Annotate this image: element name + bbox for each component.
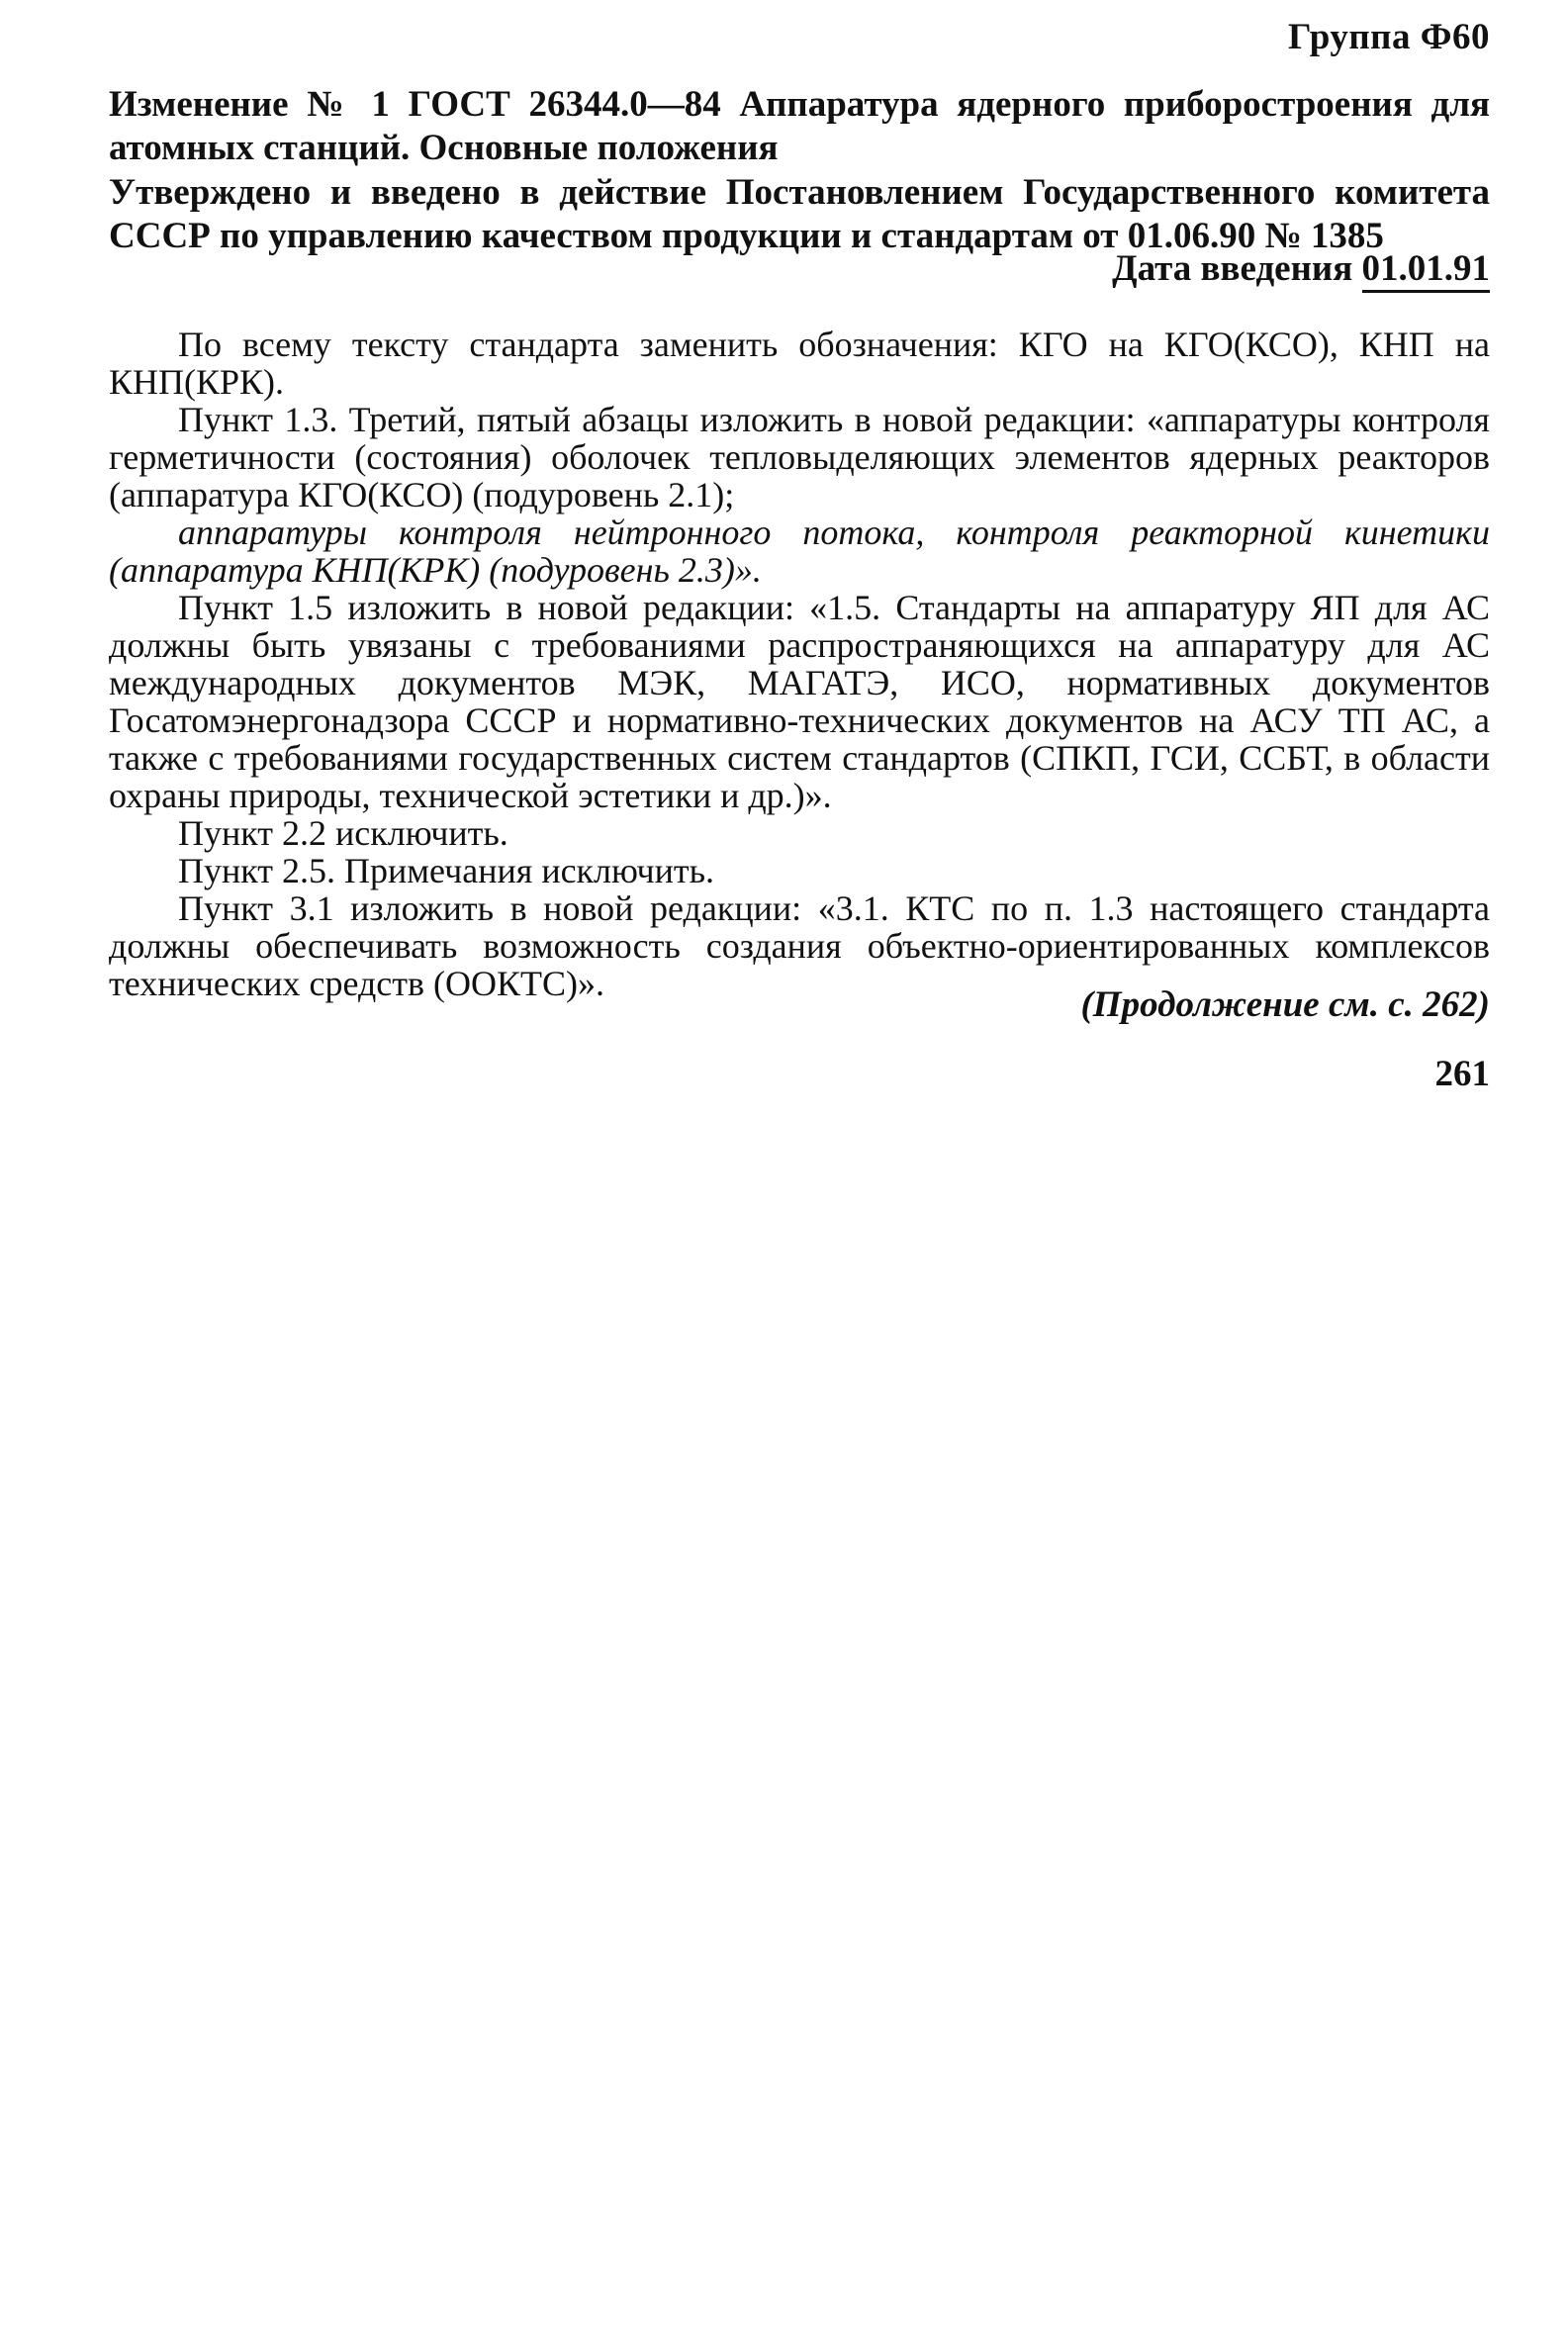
page-number: 261 (1434, 1054, 1490, 1094)
paragraph-clause-2-5: Пункт 2.5. Примечания исключить. (178, 851, 715, 890)
amendment-body (109, 326, 1490, 1002)
introduction-date-value: 01.01.91 (1362, 248, 1491, 293)
paragraph-designations: По всему тексту стандарта заменить обозначения: КГО на КГО(КСО), КНП на КНП(КРК). (109, 325, 1490, 402)
paragraph-clause-2-2: Пункт 2.2 исключить. (178, 813, 508, 853)
introduction-date (1112, 247, 1490, 291)
paragraph-clause-1-3: Пункт 1.3. Третий, пятый абзацы изложить в новой редакции: «аппаратуры контроля герметичности (состояния) оболочек тепловыделяющих элементов ядерных реакторов (аппаратура КГО(КСО) (подуровень 2.1); (109, 400, 1490, 514)
introduction-date-label: Дата введения (1112, 248, 1353, 289)
approval-statement: Утверждено и введено в действие Постановлением Государственного комитета СССР по управлению качеством продукции и стандартам от 01.06.90 № 1385 (109, 172, 1490, 256)
continued-note: (Продолжение см. с. 262) (1080, 984, 1490, 1025)
paragraph-clause-1-5: Пункт 1.5 изложить в новой редакции: «1.5. Стандарты на аппаратуру ЯП для АС должны быть увязаны с требованиями распространяющихся на аппаратуру для АС международных документов МЭК, МАГАТЭ, ИСО, нормативных документов Госатомэнергонадзора СССР и нормативно-технических документов на АСУ ТП АС, а также с требованиями государственных систем стандартов (СПКП, ГСИ, ССБТ, в области охраны природы, технической эстетики и др.)». (109, 588, 1490, 815)
paragraph-clause-1-3-continued: аппаратуры контроля нейтронного потока, контроля реакторной кинетики (аппаратура КНП(КРК) (подуровень 2.3)». (109, 513, 1490, 590)
paragraph-clause-3-1: Пункт 3.1 изложить в новой редакции: «3.1. КТС по п. 1.3 настоящего стандарта должны обеспечивать возможность создания объектно-ориентированных комплексов технических средств (ООКТС)». (109, 888, 1490, 1003)
group-code: Группа Ф60 (1288, 17, 1490, 57)
amendment-title: Изменение № 1 ГОСТ 26344.0—84 Аппаратура ядерного приборостроения для атомных станций. Основные положения (109, 84, 1490, 168)
